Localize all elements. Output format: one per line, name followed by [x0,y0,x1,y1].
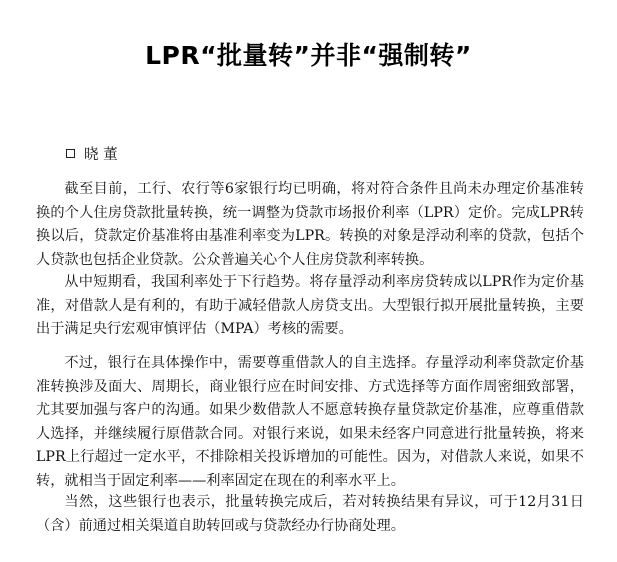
byline [66,143,118,164]
bullet-square-icon [66,149,75,158]
author-name: 晓 董 [84,147,118,163]
paragraph-1: 截至目前，工行、农行等6家银行均已明确，将对符合条件且尚未办理定价基准转换的个人住房贷款批量转换，统一调整为贷款市场报价利率（LPR）定价。完成LPR转换以后，贷款定价基准将由基准利率变为LPR。转换的对象是浮动利率的贷款，包括个人贷款也包括企业贷款。公众普遍关心个人住房贷款利率转换。 [36,181,584,268]
article-title: LPR“批量转”并非“强制转” [145,41,472,70]
paragraph-4: 当然，这些银行也表示，批量转换完成后，若对转换结果有异议，可于12月31日（含）前通过相关渠道自助转回或与贷款经办行协商处理。 [36,494,584,534]
paragraph-2: 从中短期看，我国利率处于下行趋势。将存量浮动利率房贷转成以LPR作为定价基准，对借款人是有利的，有助于减轻借款人房贷支出。大型银行拟开展批量转换，主要出于满足央行宏观审慎评估（MPA）考核的需要。 [36,274,584,338]
paragraph-3: 不过，银行在具体操作中，需要尊重借款人的自主选择。存量浮动利率贷款定价基准转换涉及面大、周期长，商业银行应在时间安排、方式选择等方面作周密细致部署，尤其要加强与客户的沟通。如果少数借款人不愿意转换存量贷款定价基准，应尊重借款人选择，并继续履行原借款合同。对银行来说，如果未经客户同意进行批量转换，将来LPR上行超过一定水平，不排除相关投诉增加的可能性。因为，对借款人来说，如果不转，就相当于固定利率——利率固定在现在的利率水平上。 [36,355,584,489]
